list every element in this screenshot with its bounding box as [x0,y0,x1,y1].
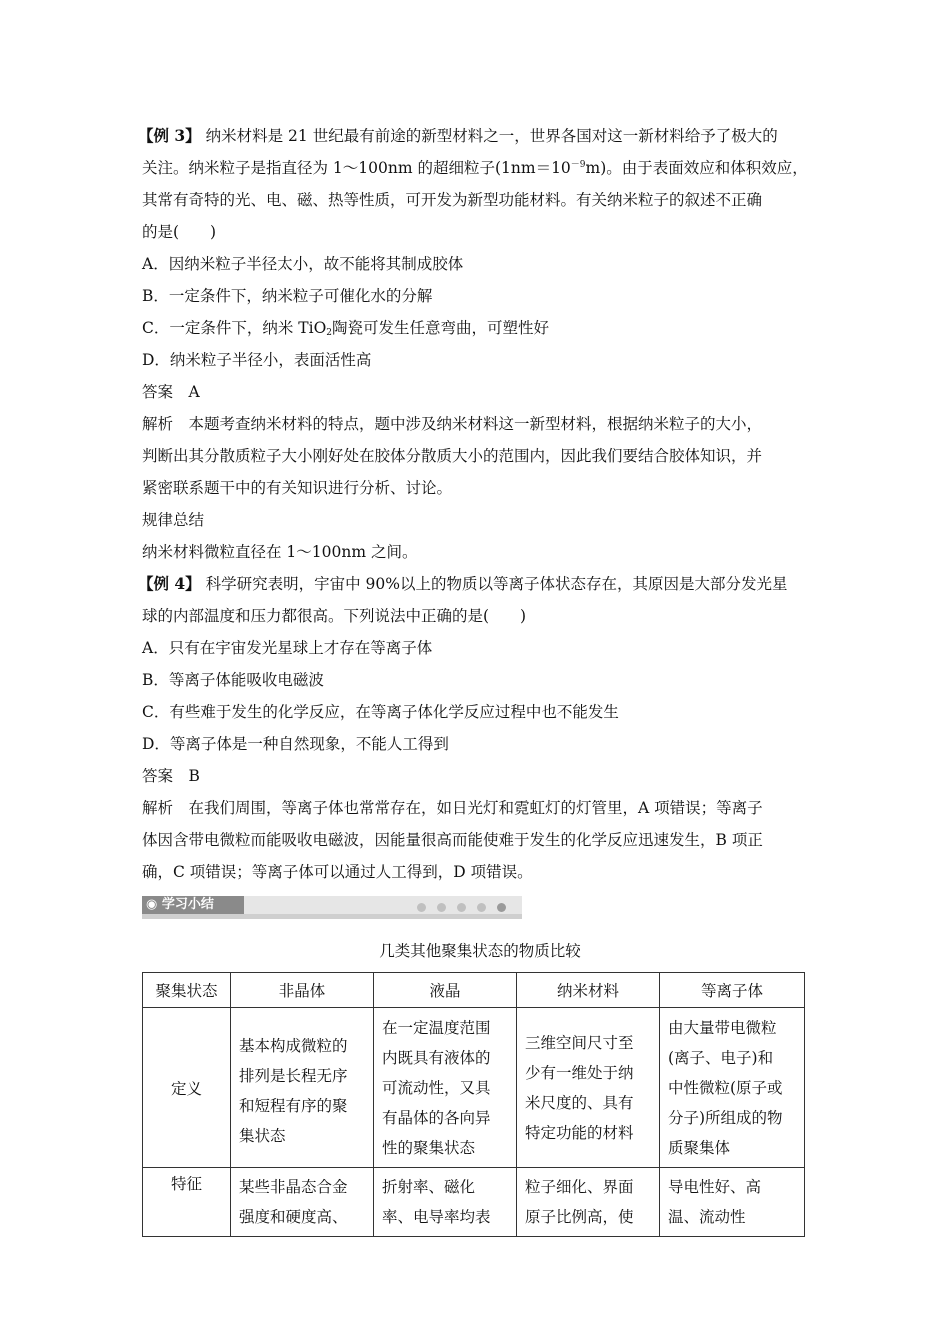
example4-option-d: D．等离子体是一种自然现象，不能人工得到 [142,735,449,753]
example3-option-c: C．一定条件下，纳米 TiO$_2$陶瓷可发生任意弯曲，可塑性好 [142,319,550,338]
table-cell: 三维空间尺寸至 少有一维处于纳 米尺度的、具有 特定功能的材料 [517,1008,660,1168]
example4-answer: 答案 B [142,767,200,785]
example4-analysis-line1: 解析 在我们周围，等离子体也常常存在，如日光灯和霓虹灯的灯管里，A 项错误；等离子 [142,799,763,817]
table-cell: 在一定温度范围 内既具有液体的 可流动性，又具 有晶体的各向异 性的聚集状态 [374,1008,517,1168]
table-cell: 基本构成微粒的 排列是长程无序 和短程有序的聚 集状态 [231,1008,374,1168]
example3-stem-line4: 的是( ) [142,223,217,241]
table-row-definition [143,1008,805,1168]
banner-bar [244,896,522,914]
table-header-cell: 纳米材料 [517,973,660,1008]
banner-label: ◉ 学习小结 [142,896,244,914]
subscript: 2 [326,328,333,338]
example4-option-b: B．等离子体能吸收电磁波 [142,671,324,689]
exponent: －9 [570,160,586,170]
example3-option-b: B．一定条件下，纳米粒子可催化水的分解 [142,287,433,305]
table-row-feature [143,1168,805,1237]
table-header-cell: 液晶 [374,973,517,1008]
table-cell: 粒子细化、界面 原子比例高，使 [517,1168,660,1237]
banner-dot-icon [497,903,506,912]
rule-summary-text: 纳米材料微粒直径在 1～100nm 之间。 [142,543,418,561]
document-page [138,120,818,1237]
example4-tag: 【例 4】 [138,574,201,593]
row-head: 定义 [143,1008,231,1168]
example3-stem-line2: 关注。纳米粒子是指直径为 1～100nm 的超细粒子$(1nm=10^{-9}m)$。由于表面效应和体积效应， [142,159,808,177]
example4-stem-line2: 球的内部温度和压力都很高。下列说法中正确的是( ) [142,607,527,625]
example4-analysis-line3: 确，C 项错误；等离子体可以通过人工得到，D 项错误。 [142,863,533,881]
table-header-cell: 聚集状态 [143,973,231,1008]
banner-underline [142,914,522,919]
example4-option-c: C．有些难于发生的化学反应，在等离子体化学反应过程中也不能发生 [142,703,619,721]
example4-analysis-line2: 体因含带电微粒而能吸收电磁波，因能量很高而能使难于发生的化学反应迅速发生，B 项正 [142,831,763,849]
rule-summary-title: 规律总结 [142,511,205,529]
table-header-cell: 等离子体 [660,973,805,1008]
example4-stem-line1: 【例 4】 科学研究表明，宇宙中 90%以上的物质以等离子体状态存在，其原因是大部分发光星 [138,574,788,593]
table-header-row [143,973,805,1008]
comparison-table [142,972,805,1237]
example3-analysis-line2: 判断出其分散质粒子大小刚好处在胶体分散质大小的范围内，因此我们要结合胶体知识，并 [142,447,763,465]
example3-stem-line3: 其常有奇特的光、电、磁、热等性质，可开发为新型功能材料。有关纳米粒子的叙述不正确 [142,191,763,209]
row-head: 特征 [143,1168,231,1237]
table-cell: 折射率、磁化 率、电导率均表 [374,1168,517,1237]
table-cell: 导电性好、高 温、流动性 [660,1168,805,1237]
example3-answer: 答案 A [142,383,200,401]
banner-dot-icon [437,903,446,912]
study-summary-banner [142,894,522,922]
banner-dot-icon [477,903,486,912]
banner-dot-icon [457,903,466,912]
table-caption: 几类其他聚集状态的物质比较 [379,942,581,960]
example3-stem-line1: 【例 3】 纳米材料是 21 世纪最有前途的新型材料之一，世界各国对这一新材料给予了极大的 [138,126,778,145]
example3-analysis-line3: 紧密联系题干中的有关知识进行分析、讨论。 [142,479,453,497]
example3-tag: 【例 3】 [138,126,201,145]
example4-option-a: A．只有在宇宙发光星球上才存在等离子体 [142,639,433,657]
example3-option-a: A．因纳米粒子半径太小，故不能将其制成胶体 [142,255,464,273]
table-cell: 某些非晶态合金 强度和硬度高、 [231,1168,374,1237]
table-header-cell: 非晶体 [231,973,374,1008]
example3-option-d: D．纳米粒子半径小，表面活性高 [142,351,372,369]
table-cell: 由大量带电微粒 (离子、电子)和 中性微粒(原子或 分子)所组成的物 质聚集体 [660,1008,805,1168]
banner-dot-icon [417,903,426,912]
example3-analysis-line1: 解析 本题考查纳米材料的特点，题中涉及纳米材料这一新型材料，根据纳米粒子的大小， [142,415,763,433]
